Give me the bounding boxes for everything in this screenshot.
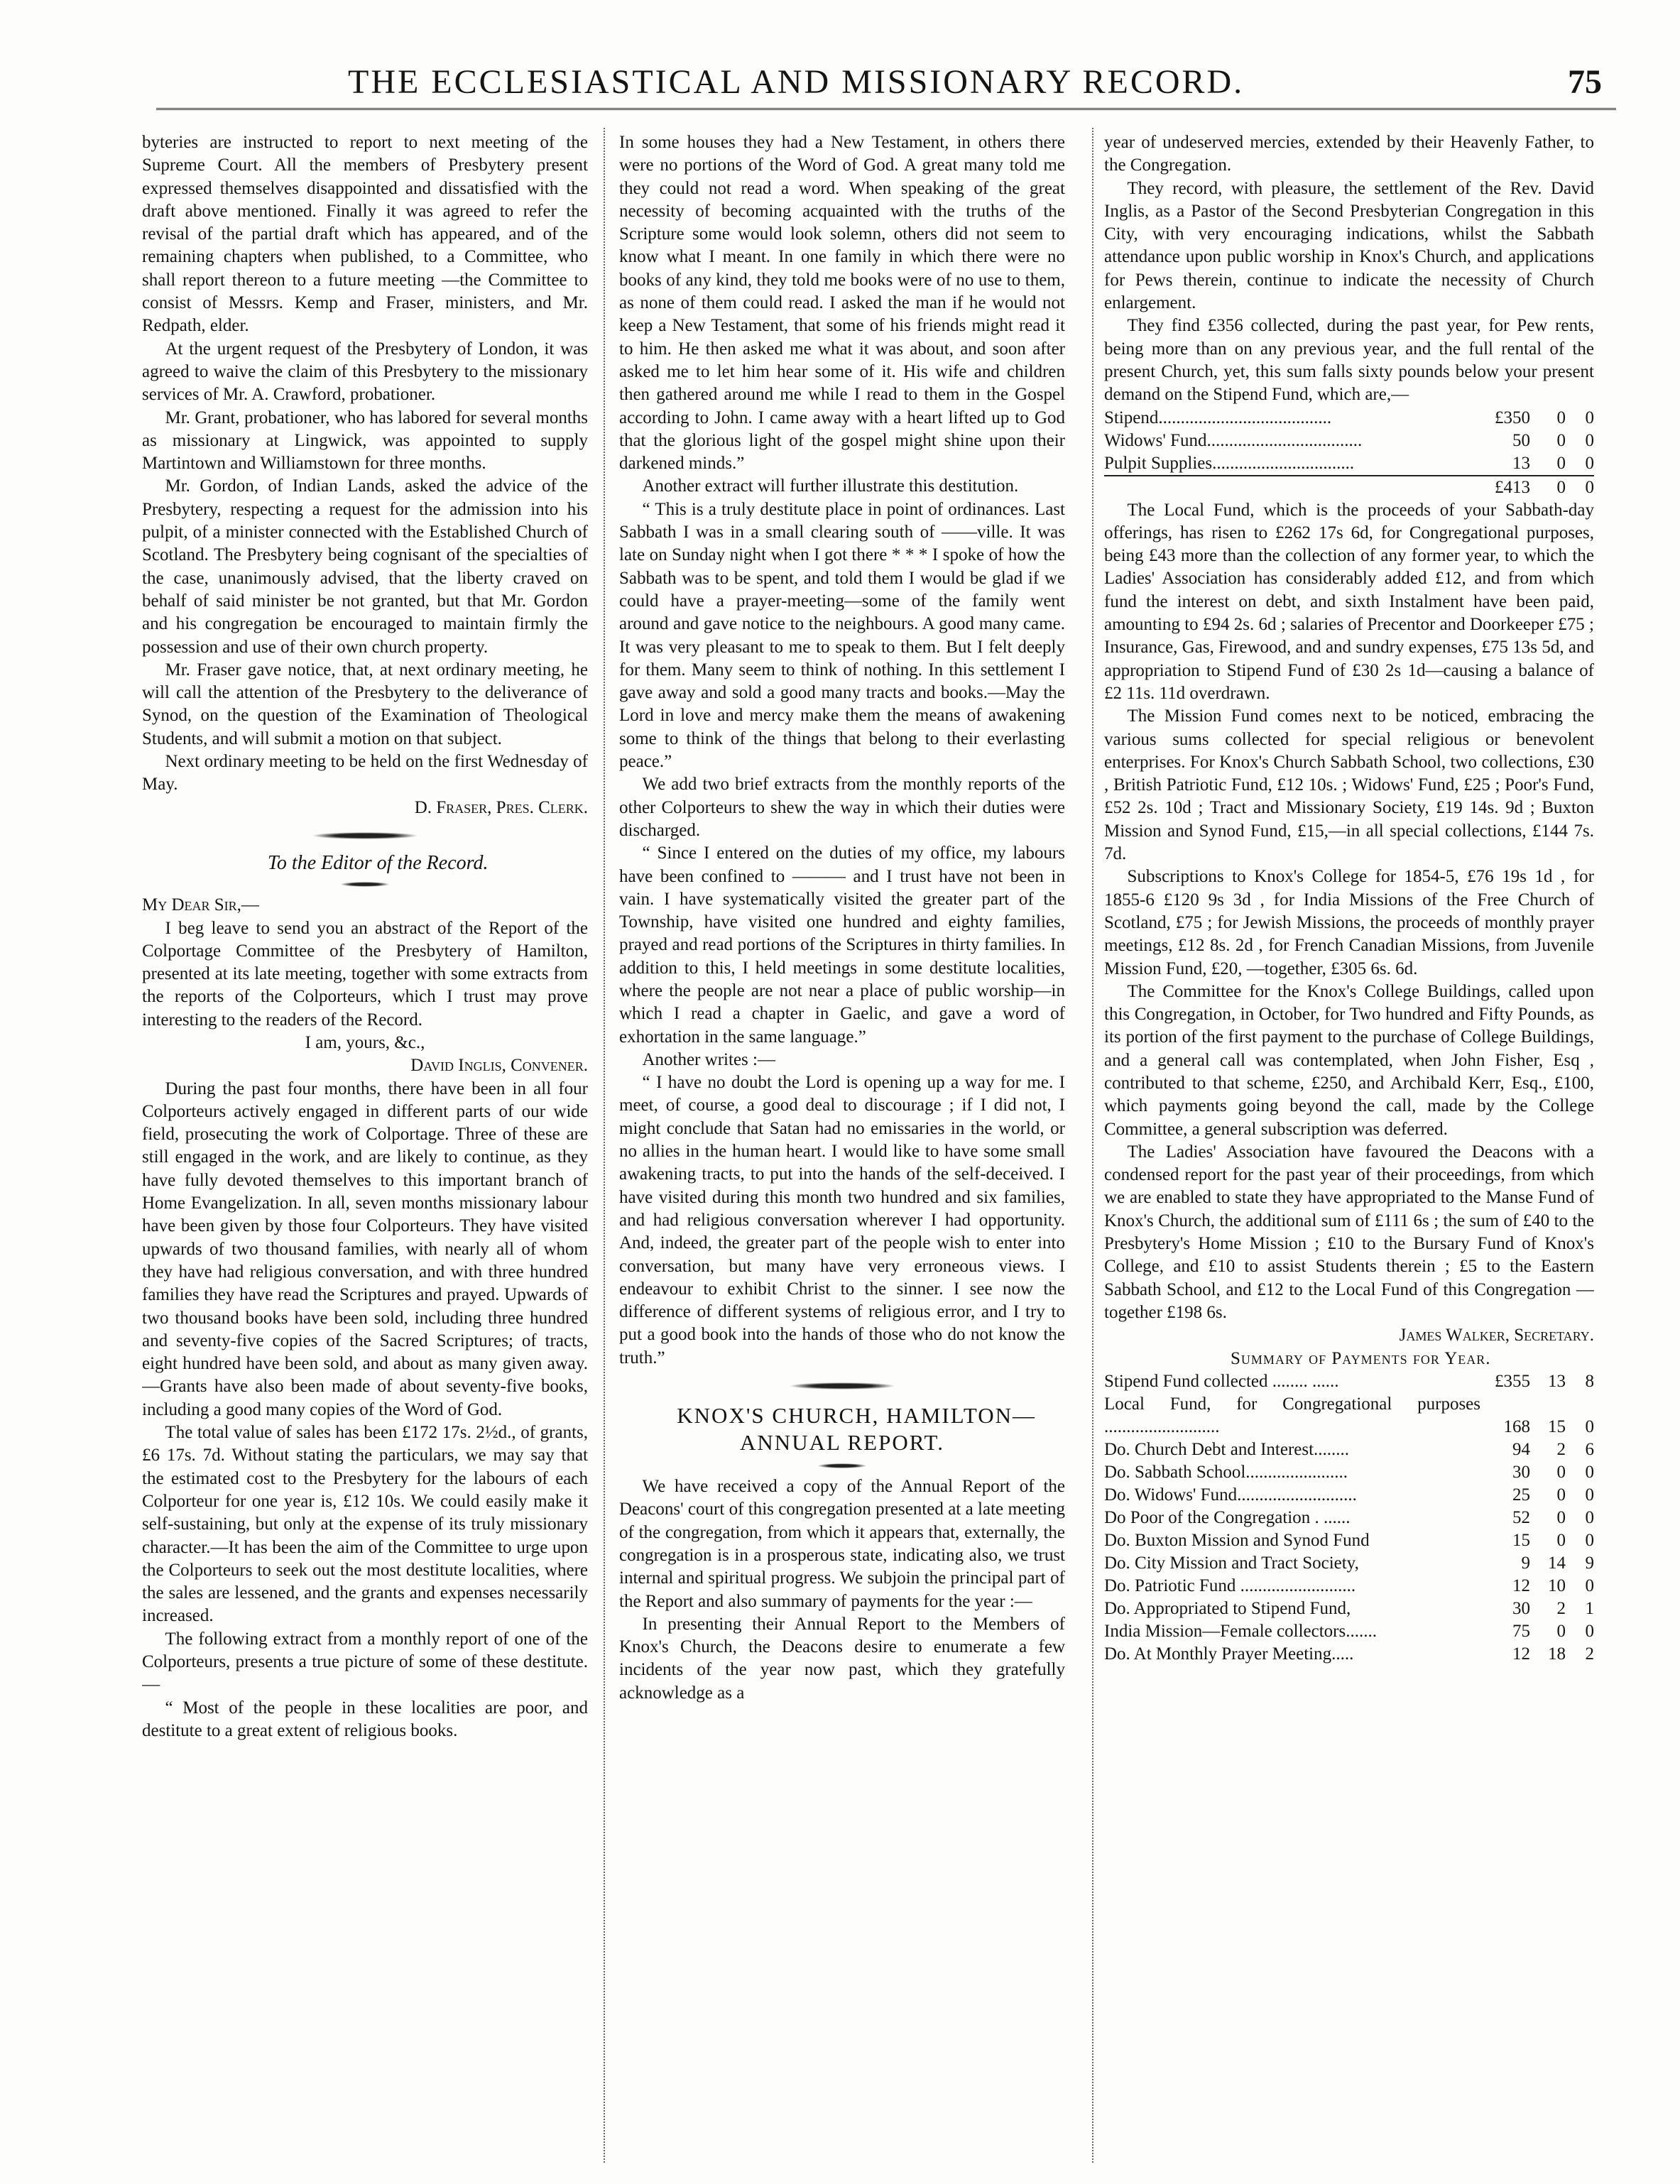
paragraph: The Ladies' Association have favoured the Deacons with a condensed report for the past year of their proceedings, from which we are enabled to state they have appropriated to the Manse Fund of Knox's Church, the additional sum of £111 6s ; the sum of £40 to the Presbytery's Home Mission ; £10 to the Bursary Fund of Knox's College, and £10 to assist Students therein ; £5 to the Eastern Sabbath School, and £12 to the Local Fund of this Congregation —together £198 6s.	[1104, 1142, 1594, 1322]
paragraph: They find £356 collected, during the past year, for Pew rents, being more than on any previous year, and the full rental of the present Church, yet, this sum falls sixty pounds below your present demand on the Stipend Fund, which are,—	[1104, 316, 1594, 405]
ornamental-rule	[789, 1382, 895, 1389]
column-divider	[1092, 128, 1093, 2163]
summary-heading: Summary of Payments for Year.	[1230, 1348, 1491, 1368]
letter-heading: To the Editor of the Record.	[267, 851, 489, 874]
signature: James Walker, Secretary.	[1399, 1326, 1594, 1345]
summary-table	[1104, 1370, 1594, 1666]
paragraph: Mr. Fraser gave notice, that, at next ordinary meeting, he will call the attention of the Presbytery to the deliverance of Synod, on the question of the Examination of Theological Students, and will submit a motion on that subject.	[142, 660, 588, 748]
signature: David Inglis, Convener.	[410, 1056, 588, 1076]
paragraph: “ This is a truly destitute place in point of ordinances. Last Sabbath I was in a small clearing south of ——ville. It was late on Sunday night when I got there * * * I spoke of how the Sabbath was to be spent, and told them I would be glad if we could have a prayer-meeting—some of the family went around and gave notice to the neighbours. A good many came. It was very pleasant to me to speak to them. But I felt deeply for them. Many seem to think of nothing. In this settlement I gave away and sold a good many tracts and books.—May the Lord in love and mercy make them the means of awakening some to think of the things that belong to their everlasting peace.”	[619, 499, 1065, 772]
table-row: Do. Widows' Fund........................... 25 0 0	[1104, 1485, 1594, 1505]
header-rule	[156, 108, 1616, 110]
paragraph: year of undeserved mercies, extended by their Heavenly Father, to the Congregation.	[1104, 133, 1594, 175]
paragraph: Another writes :—	[642, 1049, 775, 1069]
salutation: My Dear Sir,—	[142, 895, 259, 915]
table-row: Do. Sabbath School....................... 30 0 0	[1104, 1462, 1594, 1482]
paragraph: Next ordinary meeting to be held on the first Wednesday of May.	[142, 752, 588, 795]
running-head	[142, 62, 1637, 108]
page-number: 75	[1568, 63, 1602, 101]
paragraph: Another extract will further illustrate this destitution.	[642, 476, 1019, 496]
paragraph: “ Most of the people in these localities are poor, and destitute to a great extent of religious books.	[142, 1698, 588, 1740]
closing: I am, yours, &c.,	[305, 1032, 425, 1052]
paragraph: The Committee for the Knox's College Buildings, called upon this Congregation, in October, for Two hundred and Fifty Pounds, as its portion of the first payment to the purchase of College Buildings, and a general call was contemplated, when John Fisher, Esq , contributed to that scheme, £250, and Archibald Kerr, Esq., £100, which payments going beyond the call, made by the College Committee, a general subscription was deferred.	[1104, 981, 1594, 1139]
table-row: Local Fund, for Congregational purposes .......................... 168 15 0	[1104, 1394, 1594, 1436]
table-row: Do. City Mission and Tract Society, 9 14 9	[1104, 1553, 1594, 1573]
table-row: India Mission—Female collectors....... 75 0 0	[1104, 1621, 1594, 1641]
table-row: Do. Patriotic Fund .......................... 12 10 0	[1104, 1576, 1594, 1595]
ornamental-rule	[340, 882, 390, 887]
paragraph: Subscriptions to Knox's College for 1854-5, £76 19s 1d , for 1855-6 £120 9s 3d , for India Missions of the Free Church of Scotland, £75 ; for Jewish Missions, the proceeds of monthly prayer meetings, £12 8s. 2d , for French Canadian Missions, from Juvenile Mission Fund, £20, —together, £305 6s. 6d.	[1104, 867, 1594, 978]
paragraph: During the past four months, there have been in all four Colporteurs actively engaged in different parts of our wide field, prosecuting the work of Colportage. Three of these are still engaged in the work, and are likely to continue, as they have fully devoted themselves to this important branch of Home Evangelization. In all, seven months missionary labour have been given by those four Colporteurs. They have visited upwards of two thousand families, with nearly all of whom they have had religious conversation, and with three hundred families they have read the Scriptures and prayed. Upwards of two thousand books have been sold, including three hundred and seventy-five copies of the Sacred Scriptures; of tracts, eight hundred have been sold, and about as many given away.—Grants have also been made of about seventy-five books, including a good many copies of the Word of God.	[142, 1079, 588, 1419]
table-row: Do Poor of the Congregation . ...... 52 0 0	[1104, 1507, 1594, 1527]
paragraph: The following extract from a monthly report of one of the Colporteurs, presents a true picture of some of these destitute.—	[142, 1629, 588, 1695]
ornamental-rule	[817, 1463, 867, 1468]
table-row: Do. Appropriated to Stipend Fund, 30 2 1	[1104, 1598, 1594, 1618]
table-row: Widows' Fund................................... 50 0 0	[1104, 430, 1594, 450]
signature: D. Fraser, Pres. Clerk.	[414, 797, 588, 817]
paragraph: The total value of sales has been £172 17s. 2½d., of grants, £6 17s. 7d. Without stating the particulars, we may say that the estimated cost to the Presbytery for the labours of each Colporteur for one year is, £12 10s. We could easily make it self-sustaining, but only at the expense of its truly missionary character.—It has been the aim of the Committee to urge upon the Colporteurs to seek out the most destitute localities, where the sales are lessened, and the grants and expenses necessarily increased.	[142, 1423, 588, 1626]
paragraph: In presenting their Annual Report to the Members of Knox's Church, the Deacons desire to enumerate a few incidents of the year now past, which they gratefully acknowledge as a	[619, 1614, 1065, 1703]
column-1	[142, 131, 588, 2169]
paragraph: We have received a copy of the Annual Report of the Deacons' court of this congregation presented at a late meeting of the congregation, from which it appears that, externally, the congregation is in a prosperous state, indicating also, we trust internal and spiritual progress. We subjoin the principal part of the Report and also summary of payments for the year :—	[619, 1477, 1065, 1611]
paragraph: Mr. Grant, probationer, who has labored for several months as missionary at Lingwick, was appointed to supply Martintown and Williamstown for three months.	[142, 408, 588, 474]
column-2	[619, 131, 1065, 2169]
table-row: Stipend Fund collected ........ ...... £355 13 8	[1104, 1371, 1594, 1391]
paragraph: The Mission Fund comes next to be noticed, embracing the various sums collected for special religious or benevolent enterprises. For Knox's Church Sabbath School, two collections, £30 , British Patriotic Fund, £12 10s. ; Widows' Fund, £25 ; Poor's Fund, £52 2s. 10d ; Tract and Missionary Society, £19 14s. 9d ; Buxton Mission and Synod Fund, £15,—in all special collections, £144 7s. 7d.	[1104, 706, 1594, 864]
paragraph: The Local Fund, which is the proceeds of your Sabbath-day offerings, has risen to £262 17s 6d, for Congregational purposes, being £43 more than the collection of any former year, to which the Ladies' Association has considerably added £12, and from which fund the interest on debt, and sixth Instalment have been paid, amounting to £94 2s. 6d ; salaries of Precentor and Doorkeeper £75 ; Insurance, Gas, Firewood, and and sundry expenses, £75 13s 5d, and appropriation to Stipend Fund of £30 2s 1d—causing a balance of £2 11s. 11d overdrawn.	[1104, 500, 1594, 703]
column-3	[1104, 131, 1594, 2169]
table-row: Stipend....................................... £350 0 0	[1104, 408, 1594, 427]
paragraph: We add two brief extracts from the monthly reports of the other Colporteurs to shew the way in which their duties were discharged.	[619, 775, 1065, 840]
paragraph: I beg leave to send you an abstract of the Report of the Colportage Committee of the Presbytery of Hamilton, presented at its late meeting, together with some extracts from the reports of the Colporteurs, which I trust may prove interesting to the readers of the Record.	[142, 918, 588, 1030]
column-divider	[604, 128, 605, 2163]
ornamental-rule	[312, 832, 418, 839]
table-row: Do. Buxton Mission and Synod Fund 15 0 0	[1104, 1530, 1594, 1550]
paragraph: “ Since I entered on the duties of my office, my labours have been confined to ——— and I trust have not been in vain. I have systematically visited the greater part of the Township, have visited one hundred and eighty families, prayed and read portions of the Scriptures in thirty families. In addition to this, I held meetings in some destitute localities, where the people are not near a place of public worship—in which I read a chapter in Gaelic, and gave a word of exhortation in the same language.”	[619, 843, 1065, 1047]
paragraph: “ I have no doubt the Lord is opening up a way for me. I meet, of course, a good deal to discourage ; if I did not, I might conclude that Satan had no emissaries in the world, or no allies in the human heart. I would like to have some small awakening tracts, to put into the hands of the self-deceived. I have visited during this month two hundred and six families, and had religious conversation wherever I had opportunity. And, indeed, the greater part of the people wish to enter into conversation, but many have very erroneous views. I endeavour to exhibit Christ to the sinner. I see now the difference of different systems of religious error, and I try to put a good book into the hands of those who do not know the truth.”	[619, 1073, 1065, 1367]
paragraph: Mr. Gordon, of Indian Lands, asked the advice of the Presbytery, respecting a request for the admission into his pulpit, of a minister connected with the Established Church of Scotland. The Presbytery being cognisant of the specialties of the case, unanimously advised, that the liberty craved on behalf of said minister be not granted, but that Mr. Gordon and his congregation be encouraged to maintain firmly the possession and use of their own church property.	[142, 476, 588, 657]
paragraph: They record, with pleasure, the settlement of the Rev. David Inglis, as a Pastor of the Second Presbyterian Congregation in this City, with very encouraging indications, whilst the Sabbath attendance upon public worship in Knox's Church, and applications for Pews therein, continue to indicate the necessity of Church enlargement.	[1104, 178, 1594, 313]
page-title: THE ECCLESIASTICAL AND MISSIONARY RECORD.	[348, 63, 1245, 101]
section-heading: KNOX'S CHURCH, HAMILTON—ANNUAL REPORT.	[677, 1403, 1037, 1456]
stipend-table	[1104, 407, 1594, 499]
paragraph: At the urgent request of the Presbytery of London, it was agreed to waive the claim of this Presbytery to the missionary services of Mr. A. Crawford, probationer.	[142, 339, 588, 405]
table-row: Pulpit Supplies................................ 13 0 0	[1104, 453, 1594, 473]
table-row: Do. Church Debt and Interest........ 94 2 6	[1104, 1439, 1594, 1459]
paragraph: In some houses they had a New Testament, in others there were no portions of the Word of God. A great many told me they could not read a word. When speaking of the great necessity of becoming acquainted with the truths of the Scripture some would look solemn, others did not seem to know what I meant. In one family in which there were no books of any kind, they told me books were of no use to them, as none of them could read. I asked the man if he would not keep a New Testament, that some of his friends might read it to him. He then asked me what it was about, and soon after asked me to let him hear some of it. His wife and children then gathered around me while I read to them in the Gospel according to John. I came away with a heart lifted up to God that the glorious light of the gospel might shine upon their darkened minds.”	[619, 133, 1065, 474]
paragraph: byteries are instructed to report to next meeting of the Supreme Court. All the members of Presbytery present expressed themselves disappointed and dissatisfied with the draft above mentioned. Finally it was agreed to refer the revisal of the partial draft which has appeared, and of the remaining chapters when published, to a Committee, who shall report thereon to a future meeting —the Committee to consist of Messrs. Kemp and Fraser, ministers, and Mr. Redpath, elder.	[142, 133, 588, 336]
table-row: Do. At Monthly Prayer Meeting..... 12 18 2	[1104, 1644, 1594, 1664]
table-total-row: £413 0 0	[1104, 476, 1594, 499]
